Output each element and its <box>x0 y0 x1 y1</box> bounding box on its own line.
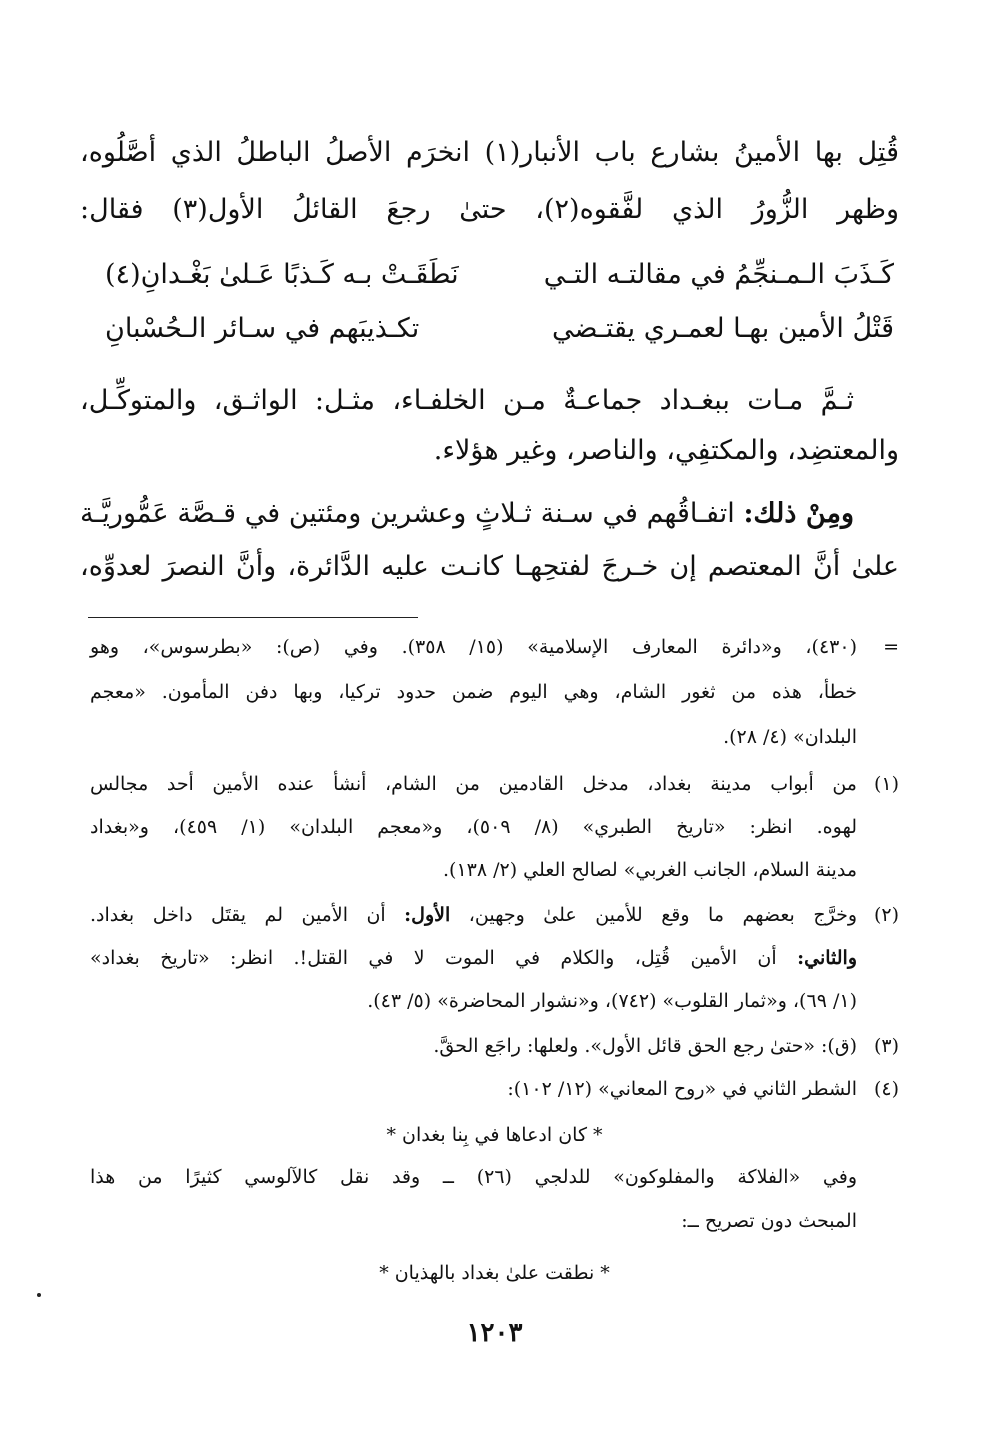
footnote-bold-term: والثاني: <box>797 947 857 969</box>
footnote-text: (ق): «حتىٰ رجع الحق قائل الأول». ولعلها: راجَع الحقَّ. <box>433 1035 857 1057</box>
footnote-number: (٤) <box>873 1078 899 1100</box>
footnote-text: لهوه. انظر: «تاريخ الطبري» (٨/ ٥٠٩)، و«معجم البلدان» (١/ ٤٥٩)، و«بغداد <box>90 816 857 838</box>
footnote-separator <box>88 617 418 618</box>
footnote-4-quote-2: * نطقت علىٰ بغداد بالهذيان * <box>379 1262 610 1284</box>
verse-2-first-hemistich: قَتْلُ الأمين بهـا لعمـري يقتـضي <box>552 313 894 344</box>
footnote-text: مدينة السلام، الجانب الغربي» لصالح العلي (٢/ ١٣٨). <box>442 859 857 881</box>
scan-speck <box>37 1293 41 1297</box>
footnote-text: خطأ، هذه من ثغور الشام، وهي اليوم ضمن حدود تركيا، وبها دفن المأمون. «معجم <box>90 681 857 703</box>
body-line-5 <box>80 500 854 527</box>
footnote-text <box>90 949 857 968</box>
body-line-2: وظهر الزُّورُ الذي لفَّقوه(٢)، حتىٰ رجعَ القائلُ الأول(٣) فقال: <box>80 194 899 225</box>
body-line-1: قُتِل بها الأمينُ بشارع باب الأنبار(١) انخرَم الأصلُ الباطلُ الذي أصَّلُوه، <box>80 137 899 168</box>
page-number: ١٢٠٣ <box>466 1318 523 1348</box>
footnote-text: المبحث دون تصريح ــ: <box>681 1210 857 1232</box>
footnote-text-part: أن الأمين قُتِل، والكلام في الموت لا في القتل!. انظر: «تاريخ بغداد» <box>90 947 798 969</box>
footnote-number: (١) <box>873 773 899 795</box>
verse-1-second-hemistich: نَطَقَـتْ بـه كَـذبًا عَـلىٰ بَغْـدانِ(٤) <box>105 259 459 290</box>
footnote-text: وفي «الفلاكة والمفلوكون» للدلجي (٢٦) ــ وقد نقل كالآلوسي كثيرًا من هذا <box>90 1166 857 1188</box>
footnote-number: (٣) <box>873 1035 899 1057</box>
body-line-6: علىٰ أنَّ المعتصم إن خـرجَ لفتحِهـا كانـت عليه الدَّائرة، وأنَّ النصرَ لعدوِّه، <box>80 551 899 582</box>
footnote-number: (٢) <box>873 904 899 926</box>
footnote-4-quote-1: * كان ادعاها في بِنا بغدان * <box>386 1124 603 1146</box>
body-line-4: والمعتضِد، والمكتفِي، والناصر، وغير هؤلاء. <box>433 435 899 466</box>
verse-line-2 <box>105 313 894 344</box>
footnote-text-part: أن الأمين لم يقتَل داخل بغداد. <box>90 904 405 926</box>
footnote-text-part: وخرَّج بعضهم ما وقع للأمين علىٰ وجهين، <box>450 904 857 926</box>
footnote-text: البلدان» (٤/ ٢٨). <box>723 726 857 748</box>
footnote-text: من أبواب مدينة بغداد، مدخل القادمين من الشام، أنشأ عنده الأمين أحد مجالس <box>90 773 857 795</box>
footnote-text: (٤٣٠)، و«دائرة المعارف الإسلامية» (١٥/ ٣٥٨). وفي (ص): «بطرسوس»، وهو <box>90 636 857 658</box>
footnote-bold-term: الأول: <box>404 904 451 926</box>
verse-1-first-hemistich: كَـذَبَ الـمـنجِّمُ في مقالتـه التـي <box>543 259 894 290</box>
continuation-marker: = <box>883 636 899 658</box>
verse-2-second-hemistich: تكـذيبَهم في سـائر الـحُسْبانِ <box>105 313 420 344</box>
verse-line-1 <box>105 259 894 290</box>
body-line-5-text: اتفـاقُهم في سـنة ثـلاثٍ وعشرين ومئتين في قـصَّة عَمُّوريَّـة <box>80 498 744 529</box>
body-line-3: ثـمَّ مـات ببغـداد جماعـةٌ مـن الخلفـاء، مثـل: الواثـق، والمتوكِّـل، <box>80 385 854 416</box>
footnote-text <box>90 906 857 925</box>
footnote-text: (١/ ٦٩)، و«ثمار القلوب» (٧٤٢)، و«نشوار المحاضرة» (٥/ ٤٣). <box>367 990 857 1012</box>
section-lead: ومِنْ ذلك: <box>743 498 854 529</box>
footnote-text: الشطر الثاني في «روح المعاني» (١٢/ ١٠٢): <box>507 1078 857 1100</box>
